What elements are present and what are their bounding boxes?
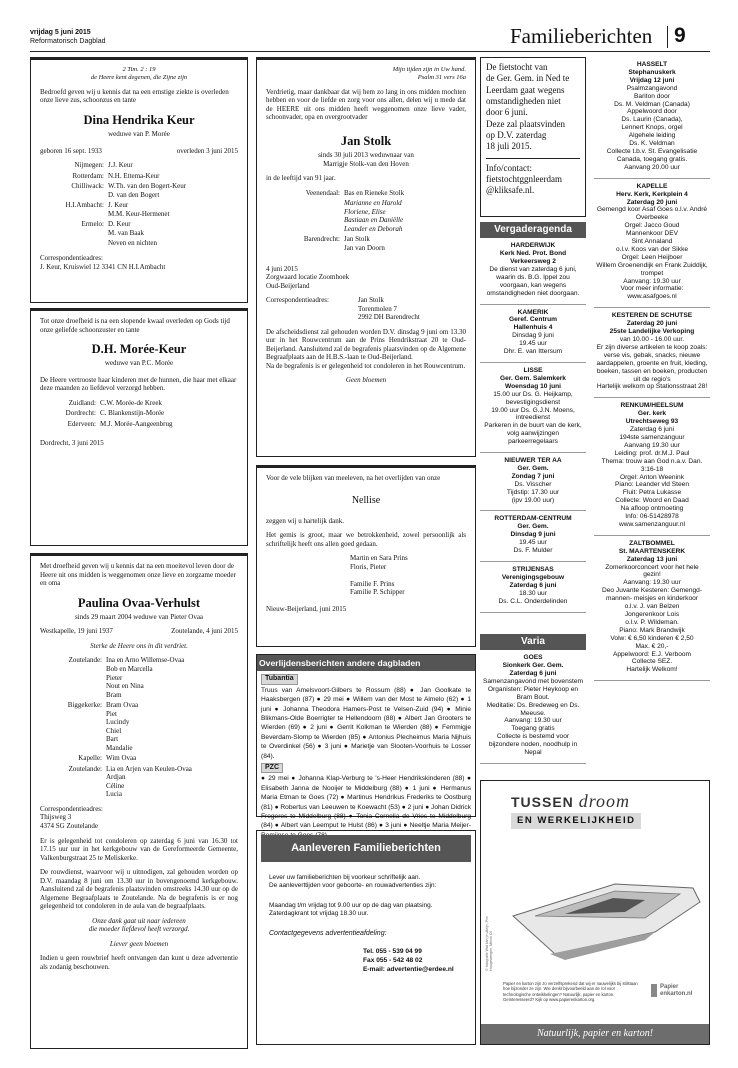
family-row <box>40 754 238 763</box>
submission-title: Aanleveren Familieberichten <box>261 835 471 862</box>
promo-credit: © fotografie Wat kan je uitzijn, Pim Hoogeweegen, Merck Ol <box>485 916 494 971</box>
family-place <box>40 239 108 248</box>
agenda-item <box>480 238 586 304</box>
agenda-item-body: Samenzangavond met bovenstem Organisten: Pieter Heykoop en Bram Bout. Meditatie: Ds. Bredeweg en Ds. Meeuse. Aanvang: 19.30 uur Toegang gratis Collecte is bestemd voor bijzondere noden, noodhulp in Nepal <box>482 677 584 757</box>
agenda-item-body: 19.45 uur Ds. F. Mulder <box>513 539 553 555</box>
bike-tour-line: op D.V. zaterdag <box>486 129 547 140</box>
death-notice-keur <box>30 57 248 303</box>
deceased-name: Nellise <box>351 494 381 506</box>
deceased-subtitle: weduwe van P.C. Morée <box>104 359 174 368</box>
family-place: Rotterdam: <box>72 171 104 180</box>
deceased-name: Dina Hendrika Keur <box>83 112 195 127</box>
contact-phone: Tel. 055 - 539 04 99 <box>363 948 422 956</box>
agenda-item-heading: RENKUM/HEELSUM Ger. kerk Utrechtseweg 93 <box>620 402 684 426</box>
birth-place-date: Westkapelle, 19 juni 1937 <box>40 627 113 636</box>
promo-slogan: Natuurlijk, papier en karton! <box>481 1024 709 1044</box>
bible-quote: Mijn tijden zijn in Uw hand. Psalm 31 vers 16a <box>392 66 466 81</box>
agenda-item-heading: KESTEREN DE SCHUTSE Zaterdag 20 juni 25ste Landelijke Verkoping <box>609 312 695 336</box>
promo-title-line1 <box>511 791 630 813</box>
family-row <box>40 701 238 752</box>
family-row <box>40 172 238 181</box>
family-place <box>266 199 344 233</box>
thanks-text: Het gemis is groot, maar we betrokkenheid, zowel persoonlijk als schriftelijk heeft ons allen goed gedaan. <box>266 531 466 548</box>
bike-tour-line: door 6 juni. <box>486 107 528 118</box>
paper-karton-ad <box>480 780 710 1045</box>
notice-footer: Dordrecht, 3 juni 2015 <box>40 438 104 447</box>
agenda-item <box>594 57 710 179</box>
newspaper-tag-tubantia: Tubantia <box>261 674 298 685</box>
deceased-subtitle: sinds 30 juli 2013 weduwnaar van Marrigje Stolk-van den Hoven <box>318 151 414 168</box>
deceased-subtitle: weduwe van P. Morée <box>108 130 170 139</box>
notice-date-place: 4 juni 2015 Zorgwaard locatie Zoomhoek Oud-Beijerland <box>266 264 350 290</box>
agenda-item <box>594 179 710 309</box>
correspondence-address: Jan Stolk Torenmolen 7 2992 DH Barendrecht <box>358 296 420 322</box>
bike-tour-line: omstandigheden niet <box>486 95 561 106</box>
obituaries-title: Overlijdensberichten andere dagbladen <box>257 655 475 671</box>
correspondence-address: Correspondentieadres: Thijsweg 3 4374 SG Zoutelande <box>40 804 103 830</box>
agenda-item <box>594 308 710 398</box>
header-rule <box>30 51 710 52</box>
family-place: Barendrecht: <box>303 235 340 244</box>
condolence-text: Er is gelegenheid tot condoleren op zaterdag 6 juni van 16.30 tot 17.15 uur uur in het kerkgebouw van de Gereformeerde Gemeente, Valkenburgstraat 25 te Meliskerke. <box>40 836 238 862</box>
signatories: Martin en Sara Prins Floris, Pieter Familie F. Prins Familie P. Schipper <box>350 554 408 597</box>
family-place: Ederveen: <box>67 419 96 428</box>
agenda-item-heading: HARDERWIJK Kerk Ned. Prot. Bond Verkeersweg 2 <box>499 242 567 265</box>
deceased-name: D.H. Morée-Keur <box>91 342 187 357</box>
notice-intro: Tot onze droefheid is na een slopende kwaal overleden op Gods tijd onze geliefde schoonzuster en tante <box>40 317 230 334</box>
agenda-item <box>594 398 710 536</box>
funeral-text: De afscheidsdienst zal gehouden worden D.V. dinsdag 9 juni om 13.30 uur in het Rouwcentrum aan de Prins Hendrikstraat 20 te Oud-Beijerland. Aansluitend zal de begrafenis plaatsvinden op de Algemene Begraafplaats aan de H.B.S.-laan te Oud-Beijerland. Na de begrafenis is er gelegenheid tot condoleren in het Rouwcentrum. <box>266 327 466 370</box>
notice-intro: Bedroefd geven wij u kennis dat na een ernstige ziekte is overleden onze lieve zus, schoonzus en tante <box>40 87 229 105</box>
contact-label: Contactgegevens advertentieafdeling: <box>269 929 387 937</box>
family-names: C. Blankenstijn-Morée <box>100 409 165 418</box>
promo-title-line2: EN WERKELIJKHEID <box>511 813 641 829</box>
thanks-notice-nellise <box>256 465 476 647</box>
notice-quote: Sterke de Heere ons in dit verdriet. <box>90 641 188 650</box>
family-row <box>40 201 238 218</box>
submission-text: Lever uw familieberichten bij voorkeur schriftelijk aan. De aanleverttijden voor geboorte- en rouwadvertenties zijn: <box>269 874 437 890</box>
family-place: Ermelo: <box>81 220 104 229</box>
agenda-item-body: 18.30 uur Ds. C.L. Onderdelinden <box>498 589 568 605</box>
agenda-item-heading: NIEUWER TER AA Ger. Gem. Zondag 7 juni <box>504 457 562 480</box>
newspaper-tag-pzc: PZC <box>261 763 283 774</box>
family-row <box>40 409 238 418</box>
family-row <box>266 189 466 198</box>
agenda-item-heading: LISSE Ger. Gem. Salemkerk Woensdag 10 juni <box>500 366 566 390</box>
family-row <box>40 656 238 699</box>
family-row <box>40 220 238 237</box>
thanks-line: zeggen wij u hartelijk dank. <box>266 516 344 525</box>
section-title: Familieberichten <box>510 24 653 48</box>
agenda-item <box>480 650 586 764</box>
bike-tour-line: Leerdam gaat wegens <box>486 84 565 95</box>
family-row <box>40 399 238 408</box>
family-row <box>40 161 238 170</box>
header-divider <box>667 26 668 48</box>
family-place: Kapelle: <box>78 754 102 763</box>
deceased-name: Jan Stolk <box>340 133 392 148</box>
notice-intro: Met droefheid geven wij u kennis dat na een moeitevol leven door de Heere uit ons midden is weggenomen onze lieve en zorgzame moeder en oma <box>40 562 236 588</box>
deceased-age: in de leeftijd van 91 jaar. <box>266 174 336 183</box>
family-place: Zoutelande: <box>68 656 102 665</box>
bike-tour-notice <box>480 57 586 217</box>
bible-reference: 2 Tim. 2 : 19 <box>122 66 156 73</box>
family-place: Veenendaal: <box>305 188 340 197</box>
varia-section <box>480 634 586 774</box>
bike-tour-line: De fietstocht van <box>486 62 548 72</box>
family-place: Biggekerke: <box>67 701 102 710</box>
submission-deadlines: Maandag t/m vrijdag tot 9.00 uur op de dag van plaatsing. Zaterdagkrant tot vrijdag 18.30 uur. <box>269 902 433 917</box>
agenda-item-heading: HASSELT Stephanuskerk Vrijdag 12 juni <box>628 61 676 84</box>
funeral-text: De rouwdienst, waarvoor wij u uitnodigen, zal gehouden worden op D.V. maandag 8 juni om 13.30 uur in bovengenoemd kerkgebouw. Aansluitend zal de begrafenis plaatsvinden omstreeks 14.30 uur op de Algemene Begraafplaats te Zoutelande. Na de begrafenis is er nog gelegenheid tot condoleren in de aula van de begraafplaats. <box>40 868 238 911</box>
promo-word-tussen: TUSSEN <box>511 794 574 810</box>
obituary-list-pzc: ● 29 mei ● Johanna Klap-Verburg te 's-Heer Hendrikskinderen (88) ● Elisabeth Janna de Nooijer te Middelburg (88) ● 1 juni ● Hermanus Maria Etman te Goes (72) ● Martinus Hendrikus Frederiks te Oostburg (81) ● Robertus van Leeuwen te Koewacht (53) ● 2 juni ● Johan Didrick Fregeres te Middelburg (88) ● Tonia Cornelia de Vries te Middelburg (84) ● Albert van Leemput te Hulst (86) ● 3 juni ● Neeltje Maria Meijer- <box>261 775 471 830</box>
agenda-item-body: Ds. Visscher Tijdstip: 17.30 uur (ipv 19.00 uur) <box>506 480 560 504</box>
meeting-agenda <box>480 222 586 626</box>
birth-date: geboren 16 sept. 1933 <box>40 146 102 155</box>
header-paper: Reformatorisch Dagblad <box>30 38 106 45</box>
obituary-list-tubantia: Truus van Amelsvoort-Gilbers te Rossum (88) ● Jan Goolkate te Haaksbergen (87) ● 29 mei ● Willem van der Most te Almelo (62) ● 1 juni ● Johanna Theodora Hamers-Post te Velsen-Zuid (94) ● Minie Blikmans-Olde Boerrigter te Hellendoorn (88) ● Albert Jan Grooters te Wierden (69) ● 2 juni ● Gerrit Kolkman te Wierden (88) ● Femmigje Beverdam-Slomp te Wierden (85) ● Antonius Plecheimus Maria Nijhuis te Overdinkel (56) ● 3 juni ● Marietje van Slooten-Voorhuis te Losser (84). <box>261 687 471 760</box>
correspondence-label: Correspondentieadres: <box>266 296 329 305</box>
family-row <box>266 235 466 252</box>
family-names: Wim Ovaa <box>106 754 137 763</box>
agenda-item-heading: STRIJENSAS Verenigingsgebouw Zaterdag 6 juni <box>501 566 565 589</box>
bike-tour-line: de Ger. Gem. in Ned te <box>486 73 570 84</box>
family-names: Bas en Rieneke Stolk <box>344 188 405 197</box>
death-place-date: Zoutelande, 4 juni 2015 <box>171 627 238 636</box>
promo-logo: Papier enkarton.nl <box>651 984 692 997</box>
page-number: 9 <box>674 24 686 47</box>
bike-tour-line: Deze zal plaatsvinden <box>486 118 565 129</box>
agenda-item-heading: GOES Sionkerk Ger. Gem. Zaterdag 6 juni <box>502 654 564 677</box>
agenda-item-heading: ROTTERDAM-CENTRUM Ger. Gem. Dinsdag 9 juni <box>494 515 572 539</box>
family-names: C.W. Morée-de Kreek <box>100 398 162 407</box>
family-names: M.J. Morée-Aangeenbrug <box>100 419 173 428</box>
notice-intro: Voor de vele blijken van meeleven, na het overlijden van onze <box>266 474 441 482</box>
deceased-subtitle: sinds 29 maart 2004 weduwe van Pieter Ovaa <box>74 612 204 621</box>
varia-title: Varia <box>480 634 586 650</box>
family-names: J.J. Keur <box>108 161 133 170</box>
submission-info <box>256 830 476 1045</box>
family-row <box>266 199 466 233</box>
family-place: Zoutelande: <box>68 764 102 773</box>
notice-intro: Verdrietig, maar dankbaar dat wij hem zo lang in ons midden mochten hebben en voor de liefde en zorg voor ons allen, delen wij u mede dat de HEERE uit ons midden heeft weggenomen onze lieve vader, schoonvader, opa en overgrootvader <box>266 87 466 122</box>
correspondence-address: J. Keur, Kruiswiel 12 3341 CN H.I.Ambacht <box>40 262 166 271</box>
family-names: Bram Ovaa Piet Lucindy Chiel Bart Mandalie <box>106 701 139 752</box>
agenda-item <box>480 511 586 562</box>
agenda-item-body: 15.00 uur Ds. G. Heijkamp, bevestigingsdienst 19.00 uur Ds. G.J.N. Moens, intreedienst Parkeren in de buurt van de kerk, volg aanwijzingen parkeerregelaars <box>484 390 582 446</box>
contact-email: E-mail: advertentie@erdee.nl <box>363 966 454 974</box>
family-place: Zuidland: <box>68 398 96 407</box>
notice-footer: Nieuw-Beijerland, juni 2015 <box>266 604 347 613</box>
family-names: Jan Stolk Jan van Doorn <box>344 235 385 252</box>
bible-quote: de Heere kent degenen, die Zijne zijn <box>90 73 188 81</box>
death-date: overleden 3 juni 2015 <box>176 146 238 155</box>
agenda-item-body: van 10.00 - 16.00 uur. Er zijn diverse artikelen te koop zoals: verse vis, gebak, snacks, nieuwe aardappelen, groente en fruit, kleding, boeken, tassen en boeken, producten uit de regio's Hartelijk welkom op Stationsstraat 28! <box>596 336 708 391</box>
bike-tour-line: 18 juli 2015. <box>486 141 532 152</box>
bike-tour-contact: Info/contact: fietstochtggnleerdam @kliksafe.nl. <box>486 162 562 196</box>
notice-text: De Heere vertrooste haar kinderen met de hunnen, die haar met elkaar deze maanden zo liefdevol verzorgd hebben. <box>40 375 237 393</box>
agenda-item-body: Zaterdag 6 juni 194ste samenzanguur Aanvang 19.30 uur Leiding: prof. dr.M.J. Paul Thema: trouw aan God n.a.v. Dan. 3:16-18 Orgel: Anton Weenink Piano: Leander vld Steen Fluit: Petra Lukasse Collecte: Woord en Daad Na afloop ontmoeting Info: 06-51428978 www.samenzanguur.nl <box>601 426 703 528</box>
family-names: D. Keur M. van Baak <box>108 220 144 237</box>
family-names: N.H. Ettema-Keur <box>108 171 160 180</box>
agenda-item <box>480 453 586 511</box>
agenda-title: Vergaderagenda <box>480 222 586 238</box>
header-date: vrijdag 5 juni 2015 <box>30 29 91 36</box>
boat-illustration <box>495 836 705 971</box>
family-names: W.Th. van den Bogert-Keur D. van den Bogert <box>108 182 187 199</box>
death-notice-ovaa <box>30 553 248 1049</box>
promo-text: Papier en karton zijn zo verzelfsprekend dat wij er nauwelijks bij stilstaan hoe bijzonder ze zijn. Wie denkt bijvoorbeeld aan de rol voor technologische ontwikkelingen? Natuurlijk, papier en karton. Geïnteresseerd? Kijk op www.papierenkarton.org. <box>503 981 638 1002</box>
flowers-text: Geen bloemen <box>345 376 387 385</box>
agenda-item-body: Psalmzangavond Bariton door Ds. M. Veldman (Canada) Appelwoord door Ds. Laurin (Canada), Lennert Knops, orgel Algehele leiding Ds. K. Veldman Collecte t.b.v. St. Evangelisatie Canada, toegang gratis. Aanvang 20.00 uur <box>606 84 698 171</box>
notice-end: Indien u geen rouwbrief heeft ontvangen dan kunt u deze advertentie als zodanig beschouwen. <box>40 954 238 971</box>
agenda-item <box>594 536 710 681</box>
agenda-item-body: Zomerkoorconcert voor het hele gezin! Aanvang: 19.30 uur Deo Juvante Kesteren: Gemengd- mannen- meisjes en kinderkoor o.l.v. J. van Belzen Jongerenkoor Lois o.l.v. P. Wildeman. Piano: Mark Brandwijk Volw: € 6,50 kinderen € 2,50 Max. € 20,- Appelwoord: E.J. Verboom Collecte SEZ. Hartelijk Welkom! <box>601 563 703 674</box>
family-names: J. Keur M.M. Keur-Hermenet <box>108 201 170 218</box>
family-row <box>40 420 238 429</box>
family-names: Marianne en Harold Floriene, Elise Bastiaan en Daniëlle Leander en Deborah <box>344 199 404 233</box>
family-place: Chilliwack: <box>71 182 104 191</box>
agenda-item <box>480 305 586 363</box>
agenda-item-heading: KAMERIK Geref. Centrum Hallenhuis 4 <box>509 308 557 332</box>
promo-word-droom: droom <box>578 791 631 811</box>
agenda-item-body: Gemengd koor Asaf Goes o.l.v. André Overbeeke Orgel: Jacco Goud Mannenkoor DEV Sint Annaland o.l.v. Koos van der Sikke Orgel: Leen Heijboer Willem Groenendijk en Frank Zuiddijk, trompet Aanvang: 19.30 uur Voor meer informatie: www.asafgoes.nl <box>596 206 708 301</box>
correspondence-label: Correspondentieadres: <box>40 254 103 262</box>
family-place: H.I.Ambacht: <box>65 201 104 210</box>
contact-fax: Fax 055 - 542 48 02 <box>363 957 423 965</box>
right-column-events <box>594 57 710 777</box>
agenda-item-body: De dienst van zaterdag 6 juni, waarin ds. B.G. Ippel zou voorgaan, kan wegens omstandigheden niet doorgaan. <box>486 265 580 297</box>
family-row <box>40 182 238 199</box>
thanks-text: Onze dank gaat uit naar iedereen die moeder liefdevol heeft verzorgd. <box>88 916 190 934</box>
death-notice-moree <box>30 308 248 546</box>
deceased-name: Paulina Ovaa-Verhulst <box>77 595 201 610</box>
agenda-item <box>480 562 586 613</box>
agenda-item-heading: KAPELLE Herv. Kerk, Kerkplein 4 Zaterdag 20 juni <box>616 182 688 206</box>
family-names: Neven en nichten <box>108 239 157 248</box>
flowers-text: Liever geen bloemen <box>109 939 169 948</box>
family-names: Ina en Arno Willemse-Ovaa Bob en Marcella Pieter Nout en Nina Bram <box>106 656 185 699</box>
family-row <box>40 239 238 248</box>
agenda-item <box>480 363 586 453</box>
agenda-item-body: Dinsdag 9 juni 19.45 uur Dhr. E. van Ittersum <box>503 332 563 356</box>
family-row <box>40 765 238 799</box>
family-place: Nijmegen: <box>74 161 104 170</box>
family-place: Dordrecht: <box>65 409 96 418</box>
family-names: Lia en Arjen van Keulen-Ovaa Ardjan Céline Lucia <box>106 764 192 799</box>
death-notice-stolk <box>256 57 476 457</box>
agenda-item-heading: ZALTBOMMEL St. MAARTENSKERK Zaterdag 13 juni <box>618 539 686 563</box>
obituaries-other-papers <box>256 654 476 830</box>
